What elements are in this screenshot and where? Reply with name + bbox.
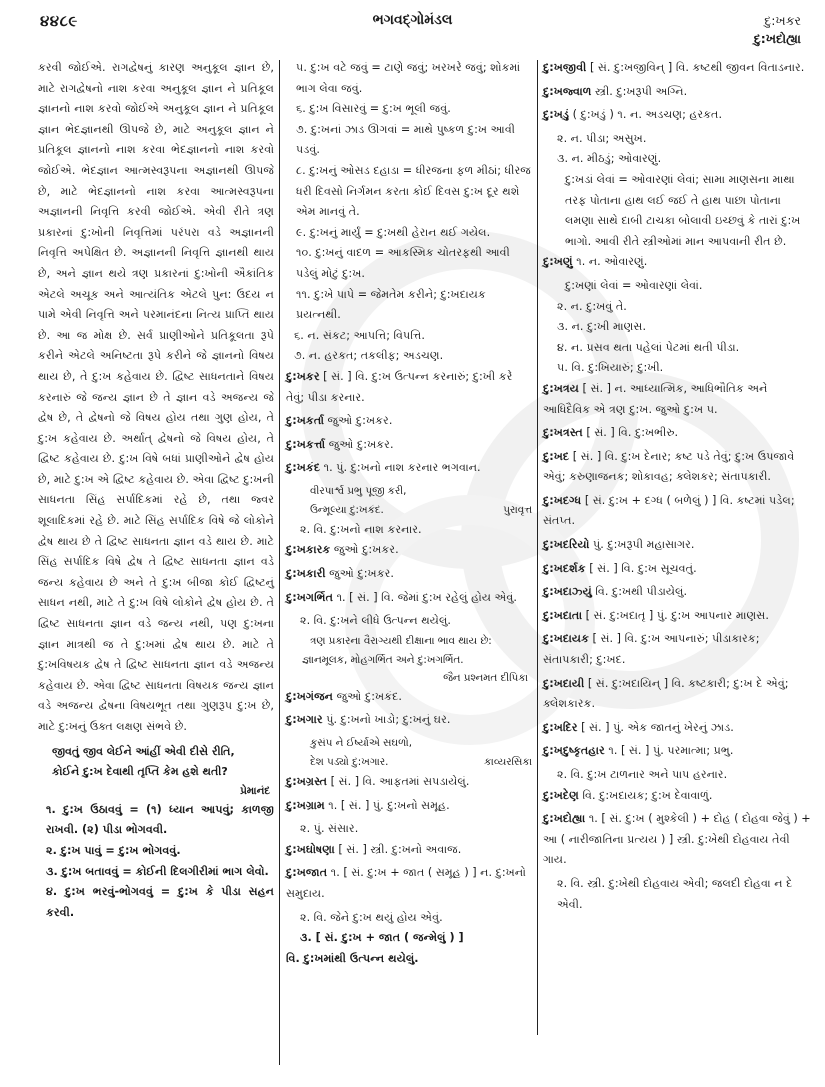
headword: દુ:ખકર્ત્તા	[286, 437, 326, 451]
idiom-term: ૭. દુ:ખનાં ઝાડ ઊગવાં	[296, 122, 398, 136]
entry-body: [ સં. ] વિ. દુ:ખ ઉત્પન્ન કરનારું; દુ:ખી કરે તેવું; પીડા કરનાર.	[286, 369, 513, 404]
dictionary-entry	[543, 741, 811, 762]
dictionary-entry	[543, 674, 811, 715]
idiom-term: ૯. દુ:ખનું માર્યું	[296, 225, 361, 239]
definition-paragraph: કરવી જોઈએ. રાગદ્વેષનું કારણ અનુકૂલ જ્ઞાન છે, માટે રાગદ્વેષનો નાશ કરવા અનુકૂલ જ્ઞાન ને પ્રતિકૂલ જ્ઞાનનો નાશ કરવો જોઈએ અનુકૂલ જ્ઞાન ને પ્રતિકૂલ જ્ઞાન ભેદજ્ઞાનથી ઊપજે છે, માટે અનુકૂલ જ્ઞાન ને પ્રતિકૂલ જ્ઞાનનો નાશ કરવા ભેદજ્ઞાનનો નાશ કરવો જોઈએ. ભેદજ્ઞાન આત્મસ્વરૂપના અજ્ઞાનથી ઊપજે છે, માટે ભેદજ્ઞાનનો નાશ કરવા આત્મસ્વરૂપના અજ્ઞાનની નિવૃત્તિ કરવી જોઈએ. એવી રીતે ત્રણ પ્રકારનાં દુ:ખોની નિવૃત્તિમાં પરંપરા વડે અજ્ઞાનની નિવૃત્તિ અપેક્ષિત છે. અજ્ઞાનની નિવૃત્તિ જ્ઞાનથી થાય છે, અને જ્ઞાન થયે ત્રણ પ્રકારનાં દુ:ખોની ઐકાંતિક એટલે અચૂક અને આત્યંતિક એટલે પુન: ઉદય ન પામે એવી નિવૃત્તિ અને પરમાનંદના નિત્ય પ્રાપ્તિ થાય છે. આ જ મોક્ષ છે. સર્વ પ્રાણીઓને પ્રતિકૂલતા રૂપે કરીને એટલે અનિષ્ટતા રૂપે કરીને જે જ્ઞાનનો વિષય થાય છે, તે દુ:ખ કહેવાય છે. દ્વિષ્ટ સાધનતાને વિષય કરનારું જે જન્ય જ્ઞાન છે તે જ્ઞાન વડે અજન્ય જે દ્વેષ છે, તે દ્વેષનો જે વિષય હોય તથા ગુણ હોય, તે દુ:ખ કહેવાય છે. અર્થાત્ દ્વેષનો જે વિષય હોય, તે દ્વિષ્ટ કહેવાય છે. દુ:ખ વિષે બધાં પ્રાણીઓને દ્વેષ હોય છે, માટે દુ:ખ એ દ્વિષ્ટ કહેવાય છે. એવા દ્વિષ્ટ દુ:ખની સાધનતા સિંહ સર્પાદિકમાં રહે છે, તથા જ્વર શૂલાદિકમાં રહે છે. માટે સિંહ સર્પાદિક વિષે જે લોકોને દ્વેષ થાય છે તે દ્વિષ્ટ સાધનતા જ્ઞાન વડે થાય છે. માટે સિંહ સર્પાદિક વિષે દ્વેષ તે દ્વિષ્ટ સાધનતા જ્ઞાન વડે જન્ય કહેવાય છે અને તે દુ:ખ બીજા કોઈ દ્વિષ્ટનું સાધન નથી, માટે તે દુ:ખ વિષે લોકોને દ્વેષ હોય છે. તે દ્વિષ્ટ સાધનતા જ્ઞાન વડે જન્ય નથી, પણ દુ:ખના જ્ઞાન માત્રથી જ તે દુ:ખમાં દ્વેષ થાય છે. માટે તે દુ:ખવિષયક દ્વેષ તે દ્વિષ્ટ સાધનતા જ્ઞાન વડે અજન્ય કહેવાય છે. એવા દ્વિષ્ટ સાધનતા વિષયક જન્ય જ્ઞાન વડે અજન્ય દ્વેષના વિષયભૂત તથા ગુણરૂપ દુ:ખ છે, માટે દુ:ખનું ઉક્ત લક્ષણ સંભવે છે.	[38, 61, 274, 733]
idiom-definition: = દુ:ખથી હેરાન થઈ ગયેલ.	[364, 225, 491, 239]
idiom-term: દુ:ખડાં લેવાં	[565, 172, 615, 186]
sense-line: ૨. વિ. દુ:ખને લીધે ઉત્પન્ન થયેલું.	[300, 614, 451, 628]
idiom-entry	[543, 170, 811, 252]
idiom-definition: = ઓવારણાં લેવાં; સામા માણસના માથા તરફ પોતાના હાથ લઈ જઈ તે હાથ પાછા પોતાના લમણા સાથે દાબી ટાચકા બોલાવી ઇચ્છવું કે તારાં દુ:ખ ભાગો. આવી રીતે સ્ત્રીઓમાં માન આપવાની રીત છે.	[565, 172, 801, 248]
entry-body: વિ. દુ:ખથી પીડાયેલું.	[595, 585, 688, 599]
dictionary-entry	[286, 710, 532, 731]
entry-body: [ સં. ] ન. આધ્યાત્મિક, આધિભૌતિક અને આધિદૈવિક એ ત્રણ દુ:ખ. જુઓ દુ:ખ ૫.	[543, 381, 768, 416]
entry-body: ૧. [ સં. ] પું. પરમાત્મા; પ્રભુ.	[608, 744, 734, 758]
dictionary-entry	[543, 718, 811, 739]
quote-text: દેશ પડ્યો દુ:ખગાર.	[310, 756, 389, 769]
entry-body: [ સં. દુ:ખદાતૃ ] પું. દુ:ખ આપનાર માણસ.	[585, 608, 769, 622]
dictionary-entry	[286, 796, 532, 817]
headword: દુ:ખદરિયો	[543, 538, 590, 552]
idiom-definition: = માથે પુષ્કળ દુ:ખ આવી પડવું.	[296, 122, 515, 157]
headword: દુ:ખગ્રામ	[286, 798, 325, 812]
quote-source: કાવ્યરસિકા	[484, 756, 532, 769]
idiom-entry	[286, 161, 532, 223]
entry-body: [ સં. ] વિ. દુ:ખભીરુ.	[586, 426, 679, 440]
dictionary-columns	[0, 58, 825, 1083]
idiom-definition: = જેમતેમ કરીને; દુ:ખદાયક પ્રયત્નથી.	[296, 287, 486, 322]
left-column	[38, 58, 274, 923]
idiom-definition: = દુ:ખ કે પીડા સહન કરવી.	[46, 885, 274, 919]
sense-line: ૨. વિ. દુ:ખ ટાળનાર અને પાપ હરનાર.	[557, 768, 728, 781]
sense-line: ૨. વિ. સ્ત્રી. દુ:ખેથી દોહવાય એવી; જલદી દોહવા ન દે એવી.	[557, 876, 793, 911]
sense-line: ૩. ન. દુ:ખી માણસ.	[557, 320, 646, 334]
headword: દુ:ખદિર	[543, 720, 578, 734]
sense-line: ૩. [ સં. દુ:ખ + જાત ( જન્મેલું ) ]	[300, 931, 464, 945]
idiom-definition: = ટાણે જવું; ખરખરે જવું; શોકમાં ભાગ લેવા જવું.	[296, 61, 521, 95]
headword: દુ:ખત્રય	[543, 381, 579, 395]
idiom-term: ૮. દુ:ખનું ઓસડ દહાડા	[296, 163, 400, 177]
quote-line	[286, 753, 532, 772]
entry-body: [ સં. દુ:ખ + દગ્ધ ( બળેલું ) ] વિ. કષ્ટમાં પડેલ; સંતપ્ત.	[543, 493, 795, 528]
column-divider	[279, 60, 280, 1065]
entry-body: પું. દુ:ખરૂપી મહાસાગર.	[593, 538, 695, 552]
headword: દુ:ખદાયક	[543, 632, 589, 646]
idiom-term: ૪. દુ:ખ ભરવું-ભોગવવું	[46, 885, 153, 899]
dictionary-entry	[286, 840, 532, 861]
sense-line: ૨. પું. સંસાર.	[300, 822, 359, 836]
dictionary-entry	[286, 540, 532, 561]
page-header	[0, 0, 825, 52]
entry-body: જુઓ દુ:ખકર.	[327, 414, 393, 428]
poem-line: કોઈને દુ:ખ દેવાથી તૃપ્તિ કેમ હશે થતી?	[52, 765, 228, 779]
sense-line: ૭. ન. હરકત; તકલીફ; અડચણ.	[294, 349, 444, 363]
dictionary-entry	[286, 687, 532, 708]
page-number: ૪૪૮૯	[40, 12, 78, 30]
entry-body: ૧. [ સં. દુ:ખ ( મુશ્કેલી ) + દોહ ( દોહવા જેવું ) + આ ( નારીજાતિના પ્રત્યય ) ] સ્ત્રી. દુ:ખેથી દોહવાય તેવી ગાય.	[543, 812, 811, 867]
sense-line: ૨. ન. દુ:ખવું તે.	[557, 299, 627, 313]
idiom-entry	[38, 882, 274, 923]
idiom-entry	[286, 223, 532, 244]
headword: દુ:ખકર્તા	[286, 414, 324, 428]
idiom-entry	[286, 58, 532, 99]
sense-line: ૩. ન. મીઠડું; ઓવારણું.	[557, 152, 662, 166]
entry-body: ૧. [ સં. ] પું. દુ:ખનો સમૂહ.	[328, 798, 450, 812]
idiom-term: ૫. દુ:ખ વટે જવું	[296, 61, 368, 74]
headword: દુ:ખકારી	[286, 567, 326, 581]
dictionary-entry	[543, 606, 811, 627]
quote-source: પુરાવૃત્ત	[503, 503, 532, 516]
entry-body: ૧. ન. ઓવારણું.	[576, 255, 648, 269]
idiom-term: ૬. દુ:ખ વિસારવું	[296, 102, 367, 116]
poem-source: પ્રેમાનંદ	[240, 784, 270, 797]
entry-body: [ સં. ] વિ. દુ:ખ સૂચવતું.	[589, 561, 697, 575]
idiom-definition: = દુ:ખ ભૂલી જવું.	[369, 102, 451, 116]
sense-line: ૨. ન. પીડા; અસુખ.	[557, 131, 647, 145]
guide-words	[754, 12, 801, 48]
sense-line: વિ. દુ:ખમાંથી ઉત્પન્ન થયેલું.	[286, 951, 419, 965]
headword: દુ:ખદુષ્કૃતહાર	[543, 744, 605, 758]
entry-body: [ સં. ] સ્ત્રી. દુ:ખનો અવાજ.	[338, 842, 462, 856]
dictionary-entry	[286, 772, 532, 793]
headword: દુ:ખગાર	[286, 713, 323, 727]
quote-text: ઉન્મૂલ્યા દુ:ખકંદ.	[310, 503, 384, 516]
headword: દુ:ખકારક	[286, 543, 331, 557]
guide-word-first: દુ:ખકર	[764, 13, 801, 28]
idiom-term: ૧. દુ:ખ ઉઠાવવું	[46, 802, 122, 816]
idiom-definition: = (૧) ધ્યાન આપવું; કાળજી રાખવી. (૨) પીડા ભોગવવી.	[46, 802, 274, 837]
headword: દુ:ખદગ્ધ	[543, 493, 582, 507]
headword: દુ:ખદાયી	[543, 676, 585, 690]
headword: દુ:ખગંજન	[286, 689, 334, 703]
sense-line: ૪. ન. પ્રસવ થતા પહેલાં પેટમાં થતી પીડા.	[557, 340, 740, 354]
idiom-definition: = કોઈની દિલગીરીમાં ભાગ લેવો.	[122, 864, 269, 878]
sense-line: ૨. વિ. દુ:ખનો નાશ કરનાર.	[300, 522, 422, 536]
headword: દુ:ખડું	[543, 108, 570, 122]
dictionary-entry	[543, 786, 811, 807]
dictionary-entry	[543, 629, 811, 670]
quote-line: જ્ઞાનમૂલક, મોહગર્ભિત અને દુ:ખગર્ભિત.	[302, 653, 464, 666]
idiom-definition: = ધીરજના ફળ મીઠાં; ધીરજ ધરી દિવસો નિર્ગમન કરતા કોઈ દિવસ દુ:ખ દૂર થશે એમ માનવું તે.	[296, 163, 531, 219]
headword: દુ:ખદોહ્યા	[543, 812, 586, 826]
headword: દુ:ખજીવી	[543, 61, 587, 74]
headword: દુ:ખકંદ	[286, 461, 321, 475]
idiom-entry	[38, 800, 274, 841]
headword: દુ:ખદર્શક	[543, 561, 586, 575]
entry-body: વિ. દુ:ખદાયક; દુ:ખ દેવાવાળું.	[582, 788, 713, 802]
dictionary-entry	[286, 367, 532, 408]
entry-body: [ સં. દુ:ખદાયિન્ ] વિ. કષ્ટકારી; દુ:ખ દે એવું; ક્લેશકારક.	[543, 676, 789, 711]
headword: દુ:ખજ્વાળ	[543, 84, 592, 98]
dictionary-entry	[543, 105, 811, 126]
headword: દુ:ખઘોષણા	[286, 842, 335, 856]
idiom-definition: = આકસ્મિક ચોતરફથી આવી પડેલું મોટું દુ:ખ.	[296, 246, 510, 280]
headword: દુ:ખગર્ભિત	[286, 590, 333, 604]
dictionary-entry	[286, 435, 532, 456]
idiom-entry	[38, 841, 274, 862]
idiom-entry	[286, 285, 532, 326]
headword: દુ:ખત્રસ્ત	[543, 426, 583, 440]
sense-line: ૬. ન. સંકટ; આપત્તિ; વિપત્તિ.	[294, 328, 425, 342]
idiom-term: ૧૧. દુ:ખે પાપે	[296, 287, 355, 301]
quote-source: જૈન પ્રશ્નમત દીપિકા	[443, 671, 528, 684]
idiom-entry	[286, 243, 532, 284]
entry-body: જુઓ દુ:ખકર.	[333, 543, 399, 557]
idiom-definition: = દુ:ખ ભોગવવું.	[105, 843, 181, 857]
headword: દુ:ખદ	[543, 449, 570, 463]
entry-body: [ સં. ] વિ. દુ:ખ દેનાર; કષ્ટ પડે તેવું; દુ:ખ ઉપજાવે એવું; કરુણાજનક; શોકાવહ; ક્લેશકર; સંતાપકારી.	[543, 449, 795, 484]
headword: દુ:ખદેણ	[543, 788, 579, 802]
middle-column	[286, 58, 532, 969]
dictionary-entry	[543, 447, 811, 488]
sense-line: ૨. વિ. જેને દુ:ખ થયું હોય એવું.	[300, 910, 443, 924]
entry-body: પું. દુ:ખનો ખાડો; દુ:ખનું ઘર.	[326, 713, 451, 727]
quote-line: વીરપાર્શ્વ પ્રભુ પૂજી કરી,	[310, 484, 407, 497]
dictionary-entry	[543, 82, 811, 103]
idiom-term: ૨. દુ:ખ પાવું	[46, 843, 102, 857]
quote-line: ત્રણ પ્રકારના વૈરાગ્યથી દીક્ષાના ભાવ થાય છે:	[310, 634, 492, 647]
dictionary-entry	[286, 458, 532, 479]
dictionary-entry	[286, 411, 532, 432]
dictionary-entry	[543, 809, 811, 871]
entry-body: સ્ત્રી. દુ:ખરૂપી અગ્નિ.	[595, 84, 688, 98]
entry-body: ૧. [ સં. દુ:ખ + જાત ( સમૂહ ) ] ન. દુ:ખનો સમુદાય.	[286, 866, 526, 900]
column-divider	[537, 60, 538, 1035]
entry-body: [ સં. ] વિ. દુ:ખ આપનારું; પીડાકારક; સંતાપકારી; દુ:ખદ.	[543, 632, 760, 667]
dictionary-entry	[543, 582, 811, 603]
quote-line	[286, 501, 532, 520]
entry-body: [ સં. દુ:ખજીવિન્ ] વિ. કષ્ટથી જીવન વિતાડનાર.	[589, 61, 805, 74]
dictionary-entry	[286, 863, 532, 904]
entry-body: ૧. [ સં. ] વિ. જેમાં દુ:ખ રહેલું હોય એવું.	[336, 590, 517, 604]
idiom-term: ૩. દુ:ખ બતાવવું	[46, 864, 119, 878]
headword: દુ:ખણું	[543, 255, 573, 269]
entry-body: ૧. પું. દુ:ખનો નાશ કરનાર ભગવાન.	[323, 461, 481, 475]
dictionary-entry	[543, 559, 811, 580]
dictionary-entry	[286, 588, 532, 609]
headword: દુ:ખજાત	[286, 866, 328, 880]
entry-body: [ સં. ] વિ. આફતમાં સપડાયેલું.	[330, 775, 470, 789]
entry-body: જુઓ દુ:ખકર.	[328, 437, 394, 451]
headword: દુ:ખગ્રસ્ત	[286, 775, 328, 789]
entry-body: ( દુ:ખડું ) ૧. ન. અડચણ; હરકત.	[572, 108, 723, 122]
entry-body: [ સં. ] પું. એક જાતનું ખેરનું ઝાડ.	[581, 720, 734, 734]
headword: દુ:ખકર	[286, 369, 320, 383]
idiom-entry	[286, 99, 532, 120]
dictionary-entry	[543, 491, 811, 532]
dictionary-entry	[286, 564, 532, 585]
dictionary-entry	[543, 252, 811, 273]
idiom-entry	[286, 120, 532, 161]
running-title: ભગવદ્ગોમંડલ	[372, 12, 453, 28]
right-column	[543, 58, 811, 915]
headword: દુ:ખદાતા	[543, 608, 583, 622]
guide-word-last: દુ:ખદોહ્યા	[753, 31, 801, 46]
dictionary-entry	[543, 58, 811, 79]
poem-line: જીવતું જીવ લેઈને આંહીં એવી દીસે રીતિ,	[52, 744, 235, 758]
entry-body: જુઓ દુ:ખકંદ.	[336, 689, 402, 703]
dictionary-entry	[543, 423, 811, 444]
idiom-entry: દુ:ખણાં લેવાં = ઓવારણાં લેવાં.	[565, 278, 703, 292]
entry-body: જુઓ દુ:ખકર.	[329, 567, 394, 581]
dictionary-entry	[543, 535, 811, 556]
headword: દુ:ખદાઝ્યું	[543, 585, 592, 599]
idiom-term: ૧૦. દુ:ખનું વાદળ	[296, 246, 372, 260]
dictionary-entry	[543, 379, 811, 420]
sense-line: ૫. વિ. દુ:ખિયારું; દુ:ખી.	[557, 361, 664, 375]
idiom-entry	[38, 862, 274, 883]
quote-line: કુસંપ ને ઈર્ષ્યાએ સઘળો,	[310, 737, 412, 750]
